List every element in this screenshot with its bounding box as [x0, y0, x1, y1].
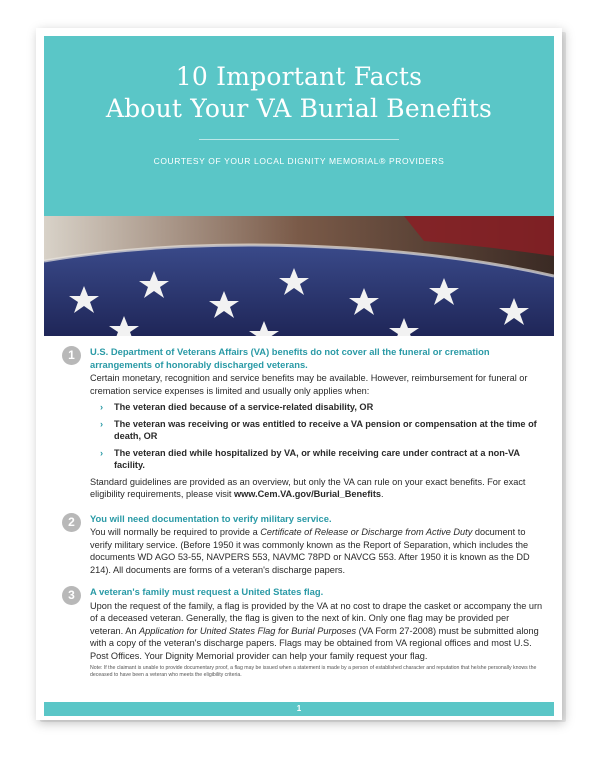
fact-2	[44, 513, 554, 577]
title-divider	[199, 139, 399, 140]
fact-number-badge: 1	[62, 346, 81, 365]
document-page	[36, 28, 562, 720]
fact-title: You will need documentation to verify military service.	[90, 512, 332, 524]
folded-flag-illustration	[44, 216, 554, 336]
fact-title: A veteran's family must request a United States flag.	[90, 586, 324, 597]
flag-photo	[44, 216, 554, 336]
list-item: › The veteran died while hospitalized by VA, or while receiving care under contract at a non-VA facility.	[100, 447, 520, 470]
courtesy-line: COURTESY OF YOUR LOCAL DIGNITY MEMORIAL® PROVIDERS	[153, 156, 445, 166]
fact-1	[44, 346, 554, 501]
va-benefits-link[interactable]: www.Cem.VA.gov/Burial_Benefits	[234, 489, 382, 499]
page-title	[44, 61, 554, 125]
list-item: › The veteran died because of a service-related disability, OR	[100, 402, 374, 412]
header-banner	[44, 36, 554, 216]
fact-closing: Standard guidelines are provided as an overview, but only the VA can rule on your exact benefits. For exact eligibility requirements, please visit www.Cem.VA.gov/Burial_Benefits.	[90, 476, 526, 499]
fact-body: You will normally be required to provide a Certificate of Release or Discharge from Active Duty document to verify military service. (Before 1950 it was commonly known as the Report of Separation, which includes the documents WD AGO 53-55, NAVPERS 553, NAVMC 78PD or NAVCG 553. After 1950 it is known as the DD 214). All documents are forms of a veteran's discharge papers.	[90, 527, 530, 575]
footnote: Note: If the claimant is unable to provide documentary proof, a flag may be issued when a statement is made by a person of established character and reputation that he/she personally knows the deceased to have been a veteran who meets the eligibility criteria.	[90, 665, 537, 678]
list-item: › The veteran was receiving or was entitled to receive a VA pension or compensation at the time of death, OR	[100, 418, 537, 441]
fact-title: U.S. Department of Veterans Affairs (VA) benefits do not cover all the funeral or cremation arrangements of honorably discharged veterans.	[90, 346, 490, 370]
title-line-1: 10 Important Facts	[175, 62, 423, 91]
title-line-2: About Your VA Burial Benefits	[105, 94, 493, 123]
eligibility-list	[90, 401, 544, 472]
page-number: 1	[296, 704, 302, 713]
chevron-right-icon: ›	[100, 418, 104, 429]
fact-body: Certain monetary, recognition and service benefits may be available. However, reimbursement for funeral or cremation service expenses is limited and usually only applies when:	[90, 373, 528, 396]
chevron-right-icon: ›	[100, 402, 104, 412]
footer-bar	[44, 702, 554, 716]
facts-content	[44, 346, 554, 678]
fact-number-badge: 3	[62, 586, 81, 605]
fact-body: Upon the request of the family, a flag is provided by the VA at no cost to drape the casket or accompany the urn of a deceased veteran. Generally, the flag is given to the next of kin. Only one flag may be provided per veteran. An Application for United States Flag for Burial Purposes (VA Form 27-2008) must be submitted along with a copy of the veteran's discharge papers. Flags may be obtained from VA regional offices and most U.S. Post Offices. Your Dignity Memorial provider can help your family request your flag.	[90, 600, 543, 661]
chevron-right-icon: ›	[100, 447, 104, 458]
fact-3	[44, 586, 554, 662]
fact-number-badge: 2	[62, 513, 81, 532]
